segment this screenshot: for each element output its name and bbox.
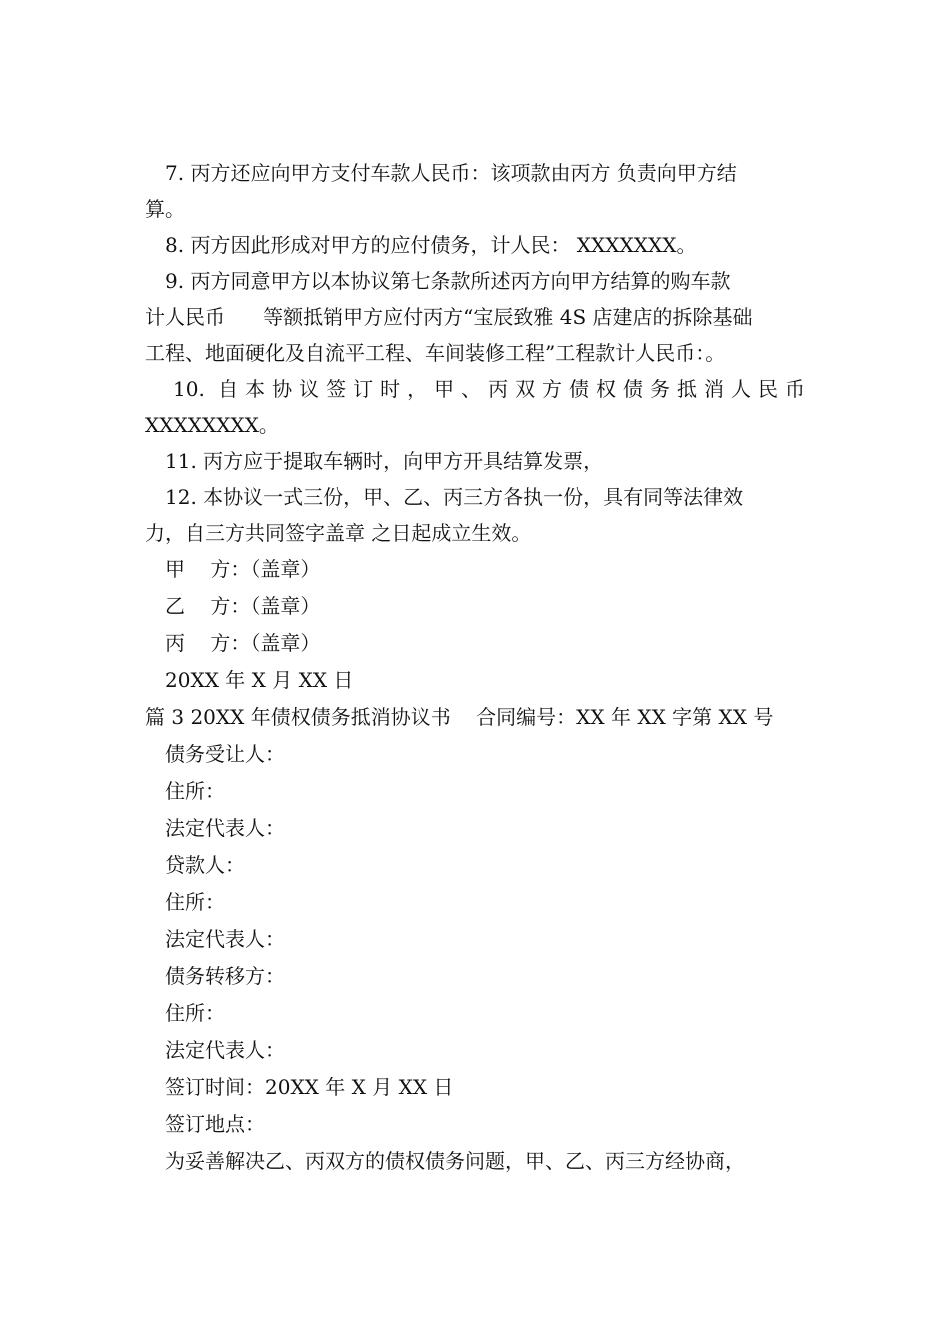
signature-party-c	[145, 625, 805, 662]
clause-9-line-2: 计人民币 等额抵销甲方应付丙方“宝辰致雅 4S 店建店的拆除基础	[145, 305, 753, 329]
party-label: 乙 方：	[165, 594, 251, 618]
clause-9-line-1: 9. 丙方同意甲方以本协议第七条款所述丙方向甲方结算的购车款	[165, 269, 731, 293]
clause-10-line-1: 10. 自本协议签订时，甲、丙双方债权债务抵消人民币	[173, 377, 805, 401]
party-label: 丙 方：	[165, 631, 251, 655]
clause-9-line-3: 工程、地面硬化及自流平工程、车间装修工程”工程款计人民币：。	[145, 341, 726, 365]
field-signing-time: 签订时间：20XX 年 X 月 XX 日	[165, 1075, 454, 1099]
signing-date: 20XX 年 X 月 XX 日	[165, 668, 354, 692]
field-address: 住所：	[165, 779, 225, 803]
field-debt-transferor: 债务转移方：	[165, 964, 285, 988]
clause-11: 11. 丙方应于提取车辆时，向甲方开具结算发票，	[165, 449, 604, 473]
party-label: 甲 方：	[165, 557, 251, 581]
clause-7-line-1: 7. 丙方还应向甲方支付车款人民币：该项款由丙方 负责向甲方结	[165, 161, 737, 185]
seal-label: （盖章）	[250, 557, 321, 581]
clause-12-line-1: 12. 本协议一式三份，甲、乙、丙三方各执一份，具有同等法律效	[165, 485, 744, 509]
field-debt-assignee: 债务受让人：	[165, 742, 285, 766]
field-signing-place: 签订地点：	[165, 1112, 265, 1136]
clause-7-line-2: 算。	[145, 197, 185, 221]
field-lender: 贷款人：	[165, 853, 245, 877]
seal-label: （盖章）	[250, 631, 321, 655]
document-page	[145, 155, 805, 1179]
section-3-intro: 为妥善解决乙、丙双方的债权债务问题，甲、乙、丙三方经协商，	[165, 1149, 745, 1173]
clause-8: 8. 丙方因此形成对甲方的应付债务，计人民： XXXXXXX。	[165, 233, 697, 257]
field-address: 住所：	[165, 1001, 225, 1025]
section-3-heading: 篇 3 20XX 年债权债务抵消协议书 合同编号：XX 年 XX 字第 XX 号	[145, 705, 774, 729]
field-address: 住所：	[165, 890, 225, 914]
clause-10-line-2: XXXXXXXX。	[145, 413, 279, 437]
clause-12-line-2: 力，自三方共同签字盖章 之日起成立生效。	[145, 521, 532, 545]
field-legal-representative: 法定代表人：	[165, 1038, 285, 1062]
signature-party-b	[145, 588, 805, 625]
field-legal-representative: 法定代表人：	[165, 927, 285, 951]
signature-party-a	[145, 551, 805, 588]
seal-label: （盖章）	[250, 594, 321, 618]
field-legal-representative: 法定代表人：	[165, 816, 285, 840]
